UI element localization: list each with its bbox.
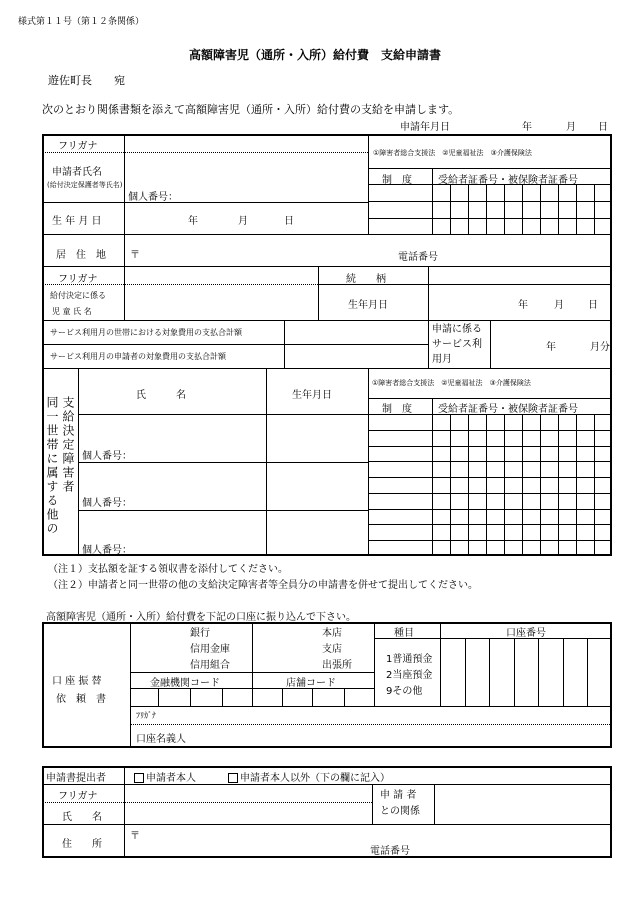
bank-label-2: 依 頼 書	[56, 694, 106, 705]
birth-month: 月	[238, 216, 248, 227]
submitter-phone-label: 電話番号	[370, 846, 410, 857]
row-divider	[368, 446, 612, 447]
row-divider	[368, 493, 612, 494]
bank-type-2: 信用金庫	[190, 644, 230, 655]
note-2: （注２）申請者と同一世帯の他の支給決定障害者等全員分の申請書を併せて提出してください。	[48, 580, 478, 591]
applicant-cert: 受給者証番号・被保険者証番号	[438, 175, 578, 186]
applicant-name-label: 申請者氏名	[52, 167, 102, 178]
row-divider	[368, 524, 612, 525]
member-cert-grid[interactable]	[432, 414, 612, 556]
relation-label: 続 柄	[346, 274, 386, 285]
cell-divider	[282, 688, 283, 706]
digit-divider	[522, 414, 523, 556]
child-birth-year: 年	[518, 300, 528, 311]
applicant-furigana-label: フリガナ	[58, 141, 98, 152]
branch-type-2: 支店	[322, 644, 342, 655]
cell-divider	[312, 688, 313, 706]
member1-mynumber: 個人番号：	[82, 451, 132, 462]
row-divider	[368, 430, 612, 431]
account-holder-label: 口座名義人	[136, 734, 186, 745]
applicant-sum-label: サービス利用月の申請者の対象費用の支払合計額	[50, 352, 226, 361]
household-sum-label: サービス利用月の世帯における対象費用の支払合計額	[50, 328, 242, 337]
digit-divider	[576, 184, 577, 234]
submitter-name-label: 氏 名	[62, 812, 102, 823]
birth-year: 年	[188, 216, 198, 227]
intro-text: 次のとおり関係書類を添えて高額障害児（通所・入所）給付費の支給を申請します。	[42, 103, 460, 116]
cell-divider	[190, 688, 191, 706]
cell-divider	[489, 638, 490, 706]
submitter-relation-label: 申 請 者 との関係	[380, 790, 420, 817]
digit-divider	[594, 184, 595, 234]
holder-furigana-label: ﾌﾘｶﾞﾅ	[136, 711, 156, 720]
cell-divider	[158, 688, 159, 706]
digit-divider	[522, 184, 523, 234]
digit-divider	[594, 414, 595, 556]
submitter-address-label: 住 所	[62, 839, 102, 850]
service-month: 月分	[590, 342, 610, 353]
address-label: 居 住 地	[56, 250, 106, 261]
child-name-label-2: 児 童 氏 名	[52, 307, 92, 316]
applicant-seido: 制 度	[382, 175, 412, 186]
applicant-birth-label: 生 年 月 日	[52, 216, 102, 227]
phone-label: 電話番号	[398, 252, 438, 263]
kind-3: 9その他	[386, 686, 423, 697]
kind-2: 2当座預金	[386, 670, 433, 681]
account-kind-header: 種目	[394, 628, 414, 639]
cell-divider	[563, 638, 564, 706]
child-birth-day: 日	[588, 300, 598, 311]
cell-divider	[587, 638, 588, 706]
submitter-furigana-label: フリガナ	[58, 791, 98, 802]
applicant-name-sub: (給付決定保護者等氏名)	[47, 181, 123, 189]
postal-mark: 〒	[130, 250, 140, 261]
bank-code-label: 金融機関コード	[150, 678, 220, 689]
digit-divider	[504, 184, 505, 234]
addressee: 遊佐町長 宛	[48, 74, 125, 87]
birth-day: 日	[284, 216, 294, 227]
member3-mynumber: 個人番号：	[82, 545, 132, 556]
digit-divider	[468, 184, 469, 234]
submitter-opt-other[interactable]: 申請者本人以外（下の欄に記入）	[228, 769, 390, 784]
digit-divider	[558, 184, 559, 234]
app-month: 月	[566, 122, 576, 133]
form-number: 様式第１１号（第１２条関係）	[18, 17, 145, 27]
digit-divider	[468, 414, 469, 556]
submitter-opt-self[interactable]: 申請者本人	[134, 769, 196, 784]
child-birth-label: 生年月日	[348, 300, 388, 311]
cell-divider	[538, 638, 539, 706]
row-divider	[368, 509, 612, 510]
service-month-label: 申請に係るサービス利用月	[432, 324, 482, 365]
bank-type-3: 信用組合	[190, 660, 230, 671]
account-number-header: 口座番号	[506, 628, 546, 639]
cell-divider	[514, 638, 515, 706]
applicant-mynumber-label: 個人番号：	[128, 192, 178, 203]
submitter-label: 申請書提出者	[46, 773, 106, 784]
note-1: （注１）支払額を証する領収書を添付してください。	[48, 564, 288, 575]
bank-label-1: 口 座 振 替	[52, 676, 102, 687]
row-divider	[368, 461, 612, 462]
service-year: 年	[546, 342, 556, 353]
bank-type-1: 銀行	[190, 628, 210, 639]
member-law-options: ①障害者総合支援法 ②児童福祉法 ③介護保険法	[372, 379, 531, 387]
branch-type-3: 出張所	[322, 660, 352, 671]
child-name-label-1: 給付決定に係る	[50, 291, 106, 300]
digit-divider	[450, 184, 451, 234]
app-year: 年	[522, 122, 532, 133]
digit-divider	[486, 184, 487, 234]
bank-intro: 高額障害児（通所・入所）給付費を下記の口座に振り込んで下さい。	[46, 612, 356, 623]
household-side-label-1: 同一世帯に属する他の	[45, 396, 59, 536]
digit-divider	[540, 414, 541, 556]
kind-1: 1普通預金	[386, 654, 433, 665]
digit-divider	[504, 414, 505, 556]
digit-divider	[576, 414, 577, 556]
branch-code-label: 店舗コード	[286, 678, 336, 689]
branch-type-1: 本店	[322, 628, 342, 639]
app-day: 日	[598, 122, 608, 133]
row-divider	[368, 540, 612, 541]
member-seido: 制 度	[382, 404, 412, 415]
child-furigana-label: フリガナ	[58, 274, 98, 285]
digit-divider	[450, 414, 451, 556]
member2-mynumber: 個人番号：	[82, 498, 132, 509]
application-date-label: 申請年月日	[400, 122, 450, 133]
applicant-law-options: ①障害者総合支援法 ②児童福祉法 ③介護保険法	[373, 149, 532, 157]
submitter-postal-mark: 〒	[130, 831, 140, 842]
form-title: 高額障害児（通所・入所）給付費 支給申請書	[188, 48, 441, 62]
member-birth-header: 生年月日	[292, 390, 332, 401]
digit-divider	[558, 414, 559, 556]
digit-divider	[540, 184, 541, 234]
child-birth-month: 月	[554, 300, 564, 311]
member-name-header: 氏 名	[136, 390, 186, 401]
member-cert: 受給者証番号・被保険者証番号	[438, 404, 578, 415]
cell-divider	[465, 638, 466, 706]
household-side-label-2: 支給決定障害者	[61, 396, 75, 494]
row-divider	[368, 477, 612, 478]
applicant-cert-grid[interactable]	[432, 184, 612, 234]
cell-divider	[344, 688, 345, 706]
digit-divider	[486, 414, 487, 556]
cell-divider	[222, 688, 223, 706]
